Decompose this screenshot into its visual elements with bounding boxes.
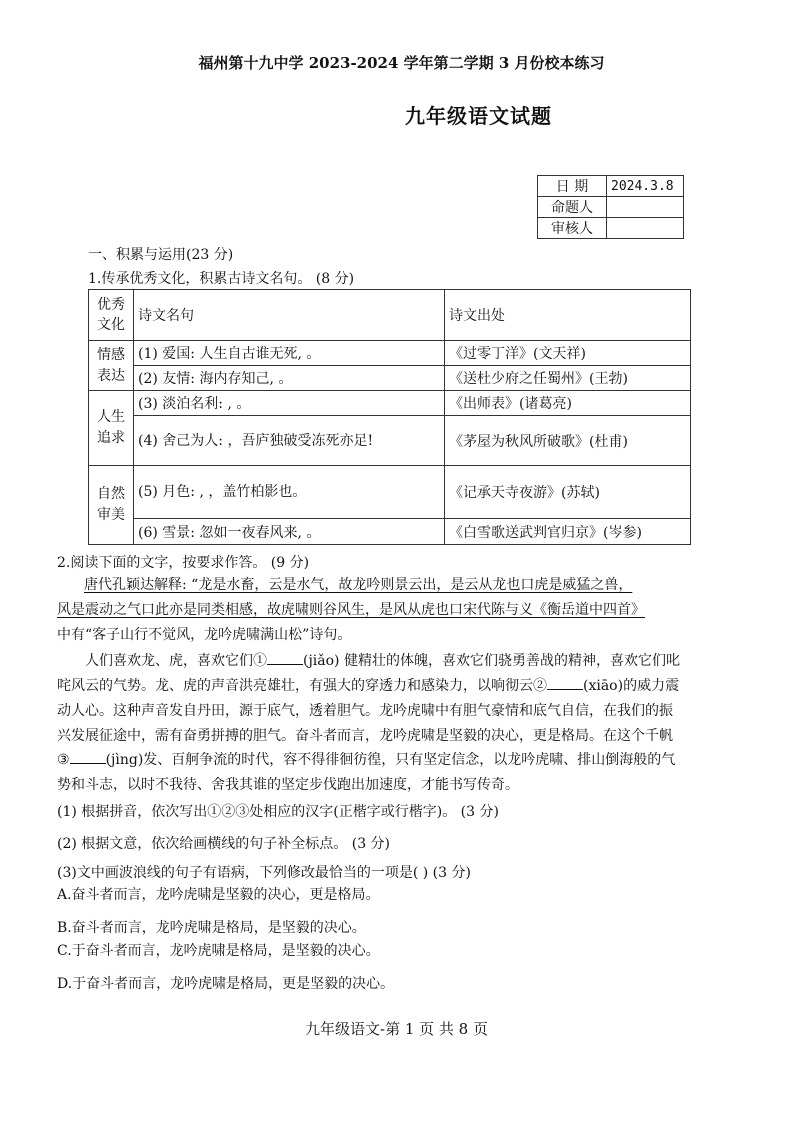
poem-line: (3) 淡泊名利: , 。 (134, 391, 445, 416)
answer-blank (547, 675, 583, 690)
passage-text: (xiāo)的威力震 (583, 678, 680, 694)
passage-text: 人们喜欢龙、虎，喜欢它们① (85, 653, 267, 669)
underlined-line (84, 573, 744, 598)
option-a: A.奋斗者而言，龙吟虎啸是坚毅的决心，更是格局。 (57, 887, 380, 903)
meta-key: 审核人 (538, 218, 607, 239)
passage-line: 中有“客子山行不觉风，龙吟虎啸满山松”诗句。 (57, 627, 352, 643)
question-1: 1.传承优秀文化，积累古诗文名句。 (8 分) (88, 271, 355, 287)
table-row (89, 416, 691, 466)
passage-line: 势和斗志，以时不我待、舍我其谁的坚定步伐跑出加速度，才能书写传奇。 (57, 777, 519, 793)
option-d: D.于奋斗者而言，龙吟虎啸是格局，更是坚毅的决心。 (57, 976, 395, 992)
meta-value (607, 218, 684, 239)
question-2: 2.阅读下面的文字，按要求作答。 (9 分) (57, 555, 310, 571)
school-header: 福州第十九中学 2023-2024 学年第二学期 3 月份校本练习 (198, 54, 605, 72)
poem-line: (2) 友情: 海内存知己, 。 (134, 366, 445, 391)
poem-table-header (89, 290, 691, 341)
passage-line (57, 674, 679, 699)
page-footer: 九年级语文-第 1 页 共 8 页 (305, 1020, 488, 1038)
passage-text: (jiǎo) 健精壮的体魄，喜欢它们骁勇善战的精神，喜欢它们叱 (303, 653, 680, 669)
poem-table (88, 289, 691, 545)
passage-text: ③ (57, 752, 70, 768)
table-row (89, 391, 691, 416)
poem-line: (4) 舍己为人: ，吾庐独破受冻死亦足! (134, 416, 445, 466)
passage-line: 动人心。这种声音发自丹田，源于底气，透着胆气。龙吟虎啸中有胆气豪情和底气自信，在我们的振 (57, 703, 673, 719)
meta-value: 2024.3.8 (607, 176, 684, 197)
meta-table (537, 175, 684, 239)
table-row (89, 519, 691, 545)
meta-value (607, 197, 684, 218)
passage-line (57, 748, 675, 773)
group-label: 人生追求 (89, 391, 134, 466)
passage-line (85, 649, 680, 674)
poem-source: 《白雪歌送武判官归京》(岑参) (445, 519, 691, 545)
poem-source: 《送杜少府之任蜀州》(王勃) (445, 366, 691, 391)
meta-row (538, 176, 684, 197)
poem-source: 《记承天寺夜游》(苏轼) (445, 466, 691, 519)
header-source: 诗文出处 (445, 290, 691, 341)
group-label: 情感表达 (89, 341, 134, 391)
sub-question-2: (2) 根据文意，依次给画横线的句子补全标点。 (3 分) (57, 836, 391, 852)
table-row (89, 341, 691, 366)
meta-row (538, 197, 684, 218)
header-culture: 优秀文化 (89, 290, 134, 341)
sub-question-3: (3)文中画波浪线的句子有语病，下列修改最恰当的一项是( ) (3 分) (57, 865, 471, 881)
table-row (89, 366, 691, 391)
option-c: C.于奋斗者而言，龙吟虎啸是格局，是坚毅的决心。 (57, 943, 380, 959)
poem-source: 《茅屋为秋风所破歌》(杜甫) (445, 416, 691, 466)
meta-key: 命题人 (538, 197, 607, 218)
sub-question-1: (1) 根据拼音，依次写出①②③处相应的汉字(正楷字或行楷字)。 (3 分) (57, 804, 499, 820)
passage-text: 咤风云的气势。龙、虎的声音洪亮雄壮，有强大的穿透力和感染力，以响彻云② (57, 678, 547, 694)
meta-key: 日 期 (538, 176, 607, 197)
meta-row (538, 218, 684, 239)
option-b: B.奋斗者而言，龙吟虎啸是格局，是坚毅的决心。 (57, 920, 366, 936)
header-line: 诗文名句 (134, 290, 445, 341)
section-heading: 一、积累与运用(23 分) (88, 247, 234, 263)
page-title: 九年级语文试题 (405, 104, 552, 128)
poem-line: (5) 月色: , ，盖竹柏影也。 (134, 466, 445, 519)
passage-line: 兴发展征途中，需有奋勇拼搏的胆气。奋斗者而言，龙吟虎啸是坚毅的决心，更是格局。在这个千帆 (57, 728, 673, 744)
underlined-text: 唐代孔颖达解释: “龙是水畜，云是水气，故龙吟则景云出，是云从龙也口虎是威猛之兽， (84, 577, 633, 593)
answer-blank (70, 749, 106, 764)
underlined-line (57, 598, 747, 623)
answer-blank (267, 650, 303, 665)
passage-text: (jìng)发、百舸争流的时代，容不得徘徊彷徨，只有坚定信念，以龙吟虎啸、排山倒海般的气 (105, 752, 676, 768)
table-row (89, 466, 691, 519)
poem-source: 《过零丁洋》(文天祥) (445, 341, 691, 366)
underlined-text: 风是震动之气口此亦是同类相感，故虎啸则谷风生，是风从虎也口宋代陈与义《衡岳道中四首》 (57, 602, 645, 618)
poem-line: (6) 雪景: 忽如一夜春风来, 。 (134, 519, 445, 545)
poem-line: (1) 爱国: 人生自古谁无死, 。 (134, 341, 445, 366)
group-label: 自然审美 (89, 466, 134, 545)
poem-source: 《出师表》(诸葛亮) (445, 391, 691, 416)
